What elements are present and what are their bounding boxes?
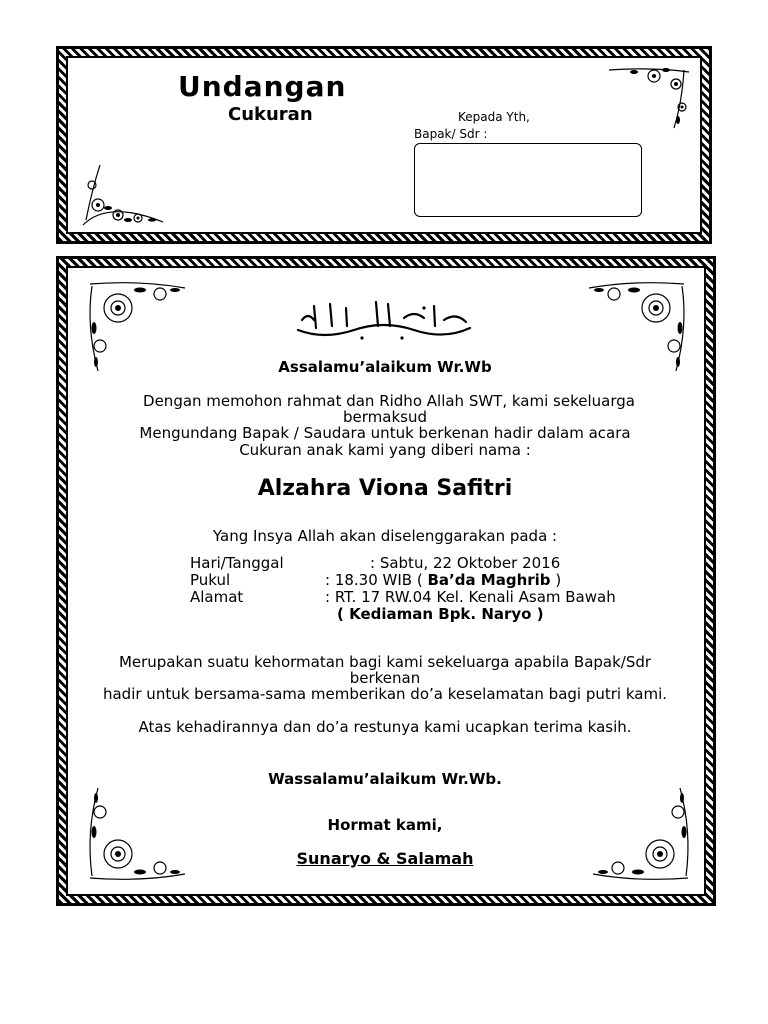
floral-corner-icon <box>588 782 698 886</box>
closing-line: hadir untuk bersama-sama memberikan do’a keselamatan bagi putri kami. <box>102 685 668 703</box>
time-label: Pukul <box>190 571 231 589</box>
greeting: Assalamu’alaikum Wr.Wb <box>278 358 492 376</box>
thanks-line: Atas kehadirannya dan do’a restunya kami ucapkan terima kasih. <box>138 718 632 736</box>
intro-line: bermaksud <box>343 408 427 426</box>
signature: Sunaryo & Salamah <box>296 849 474 868</box>
envelope-subtitle: Cukuran <box>228 104 313 125</box>
intro-line: Dengan memohon rahmat dan Ridho Allah SWT, kami sekeluarga <box>143 392 635 410</box>
regards: Hormat kami, <box>327 816 443 834</box>
child-name: Alzahra Viona Safitri <box>257 476 513 501</box>
intro-line: Cukuran anak kami yang diberi nama : <box>239 441 531 459</box>
recipient-label: Kepada Yth, <box>458 110 530 124</box>
date-label: Hari/Tanggal <box>190 554 284 572</box>
address-box[interactable] <box>414 143 642 217</box>
envelope-title: Undangan <box>178 70 347 103</box>
recipient-salutation: Bapak/ Sdr : <box>414 127 488 141</box>
time-value: : 18.30 WIB ( Ba’da Maghrib ) <box>325 571 562 589</box>
date-value: : Sabtu, 22 Oktober 2016 <box>370 554 561 572</box>
closing-line: Merupakan suatu kehormatan bagi kami sekeluarga apabila Bapak/Sdr <box>118 653 652 671</box>
farewell: Wassalamu’alaikum Wr.Wb. <box>268 770 502 788</box>
floral-corner-icon <box>80 782 190 886</box>
floral-corner-icon <box>78 160 168 230</box>
closing-line: berkenan <box>349 669 421 687</box>
bismillah-calligraphy-icon <box>284 296 484 344</box>
intro-line: Mengundang Bapak / Saudara untuk berkenan hadir dalam acara <box>139 424 631 442</box>
address-value: : RT. 17 RW.04 Kel. Kenali Asam Bawah <box>325 588 616 606</box>
floral-corner-icon <box>604 62 694 132</box>
address-note: ( Kediaman Bpk. Naryo ) <box>337 605 544 623</box>
address-label: Alamat <box>190 588 244 606</box>
event-intro: Yang Insya Allah akan diselenggarakan pada : <box>212 527 558 545</box>
